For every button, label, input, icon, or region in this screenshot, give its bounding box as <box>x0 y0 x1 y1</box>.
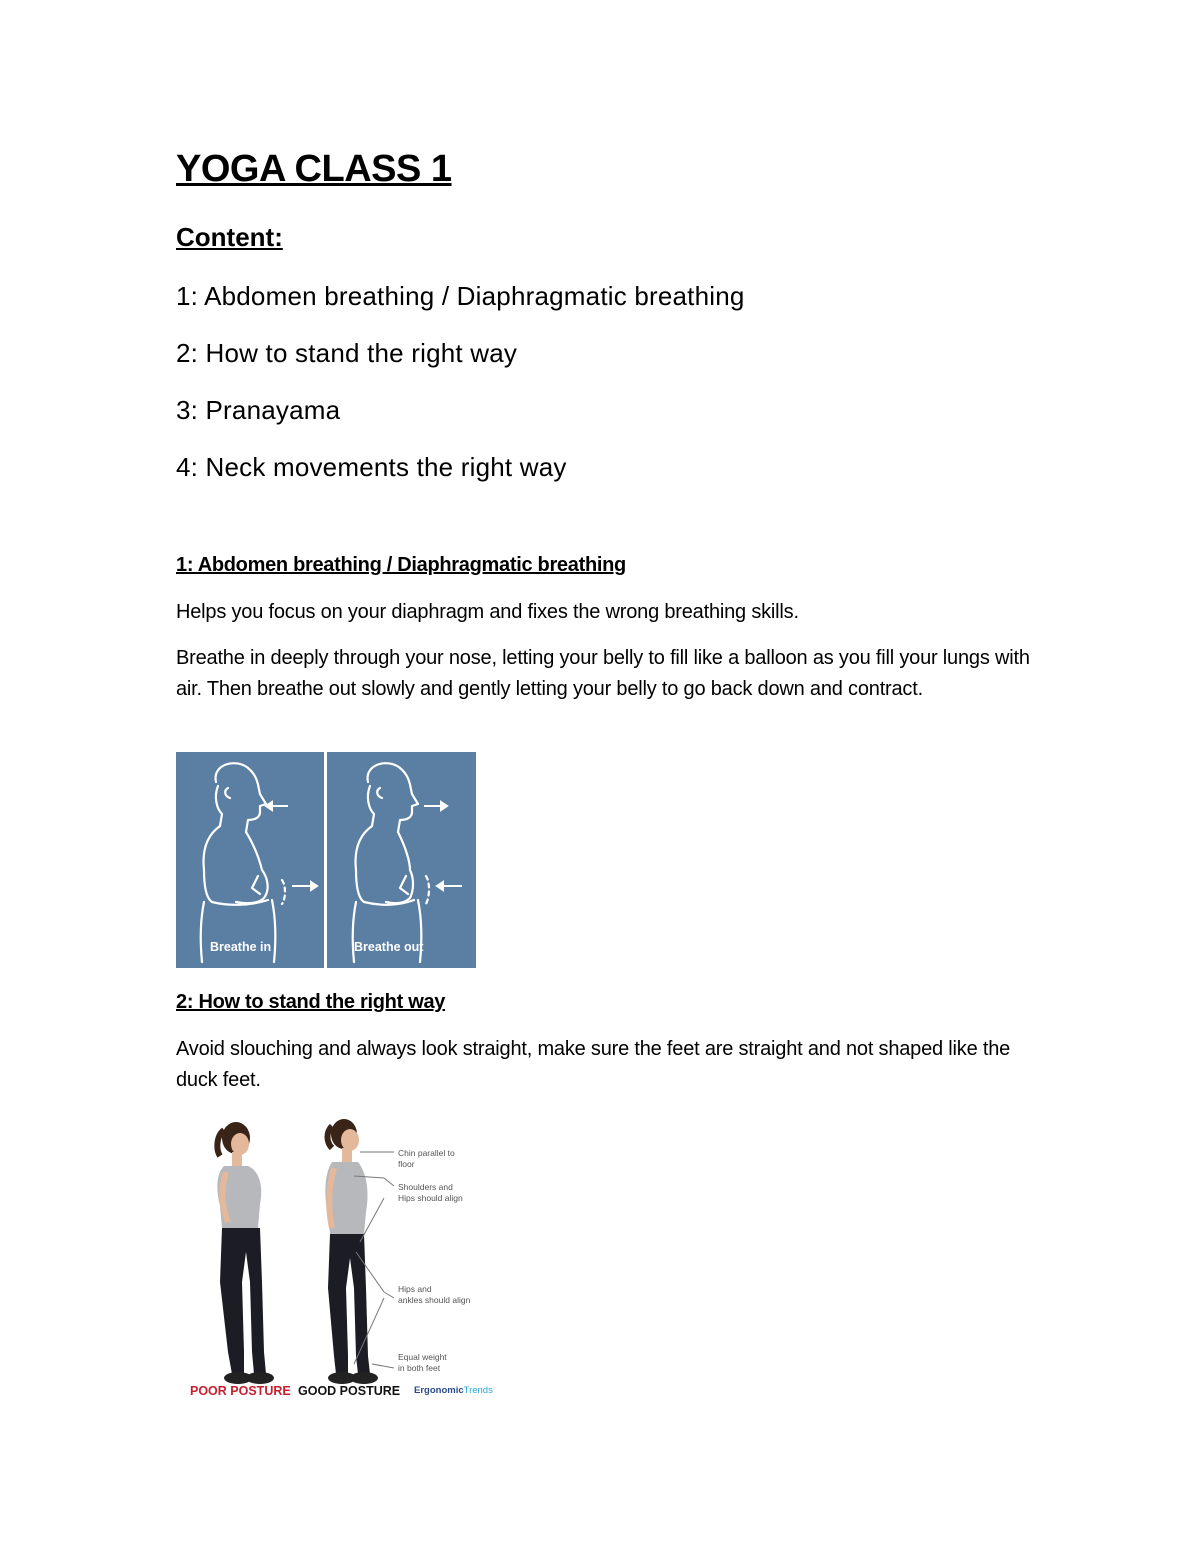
poor-posture-label: POOR POSTURE <box>190 1384 291 1398</box>
toc-item: 1: Abdomen breathing / Diaphragmatic breathing <box>176 281 745 311</box>
section-paragraph: Helps you focus on your diaphragm and fixes the wrong breathing skills. <box>176 601 799 623</box>
toc-item: 2: How to stand the right way <box>176 338 518 368</box>
good-posture-figure <box>325 1119 378 1384</box>
brand-part1: Ergonomic <box>414 1385 464 1396</box>
section-heading-breathing: 1: Abdomen breathing / Diaphragmatic breathing <box>176 554 626 576</box>
toc-item: 4: Neck movements the right way <box>176 452 567 482</box>
posture-illustration <box>176 1112 506 1402</box>
breathe-out-panel <box>327 752 476 968</box>
toc-item: 3: Pranayama <box>176 395 341 425</box>
breathe-in-caption: Breathe in <box>210 940 272 954</box>
breathing-illustration <box>176 752 476 968</box>
callout-shoulders: Shoulders and Hips should align <box>398 1182 463 1203</box>
callout-hips: Hips and ankles should align <box>398 1284 471 1305</box>
breathing-diagram-svg <box>176 752 476 968</box>
brand-logo <box>414 1385 493 1396</box>
section-heading-posture: 2: How to stand the right way <box>176 991 446 1013</box>
poor-posture-figure <box>217 1122 274 1384</box>
section-paragraph: Avoid slouching and always look straight, make sure the feet are straight and not shaped like the duck feet. <box>176 1038 1011 1091</box>
good-posture-label: GOOD POSTURE <box>298 1384 401 1398</box>
breathe-in-panel <box>176 752 324 968</box>
callout-chin: Chin parallel to floor <box>398 1148 455 1169</box>
content-label: Content: <box>176 222 283 252</box>
posture-diagram-svg <box>176 1112 506 1402</box>
section-paragraph: Breathe in deeply through your nose, letting your belly to fill like a balloon as you fill your lungs with air. Then breathe out slowly and gently letting your belly to go back down and contract. <box>176 647 1030 700</box>
callout-feet: Equal weight in both feet <box>398 1352 447 1373</box>
breathe-out-caption: Breathe out <box>354 940 424 954</box>
page-title: YOGA CLASS 1 <box>176 148 452 190</box>
brand-part2: Trends <box>463 1385 493 1396</box>
